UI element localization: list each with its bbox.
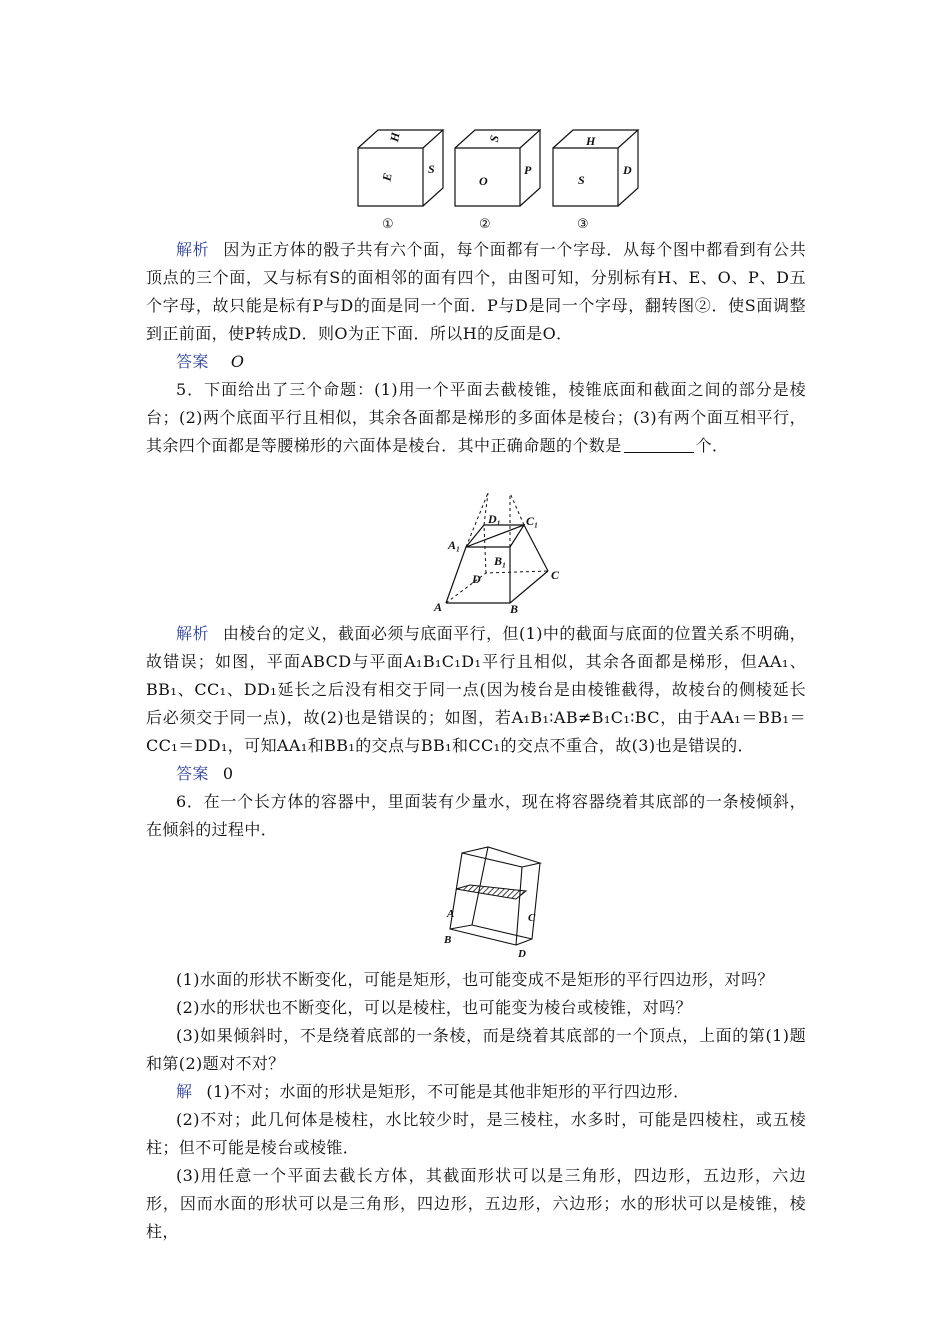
q5-question-text: 5．下面给出了三个命题：(1)用一个平面去截棱锥，棱锥底面和截面之间的部分是棱台；(2)两个底面平行且相似，其余各面都是梯形的多面体是棱台；(3)有两个面互相平行，其余四个面都是等腰梯形的六面体是棱台．其中正确命题的个数是 xyxy=(146,380,806,455)
cube-3-front-letter: S xyxy=(578,173,585,187)
q6-question xyxy=(146,788,806,844)
q4-analysis-label: 解析 xyxy=(176,240,210,259)
frustum-label-b: B xyxy=(510,602,519,616)
q4-analysis-text: 因为正方体的骰子共有六个面，每个面都有一个字母．从每个图中都看到有公共顶点的三个面，又与标有S的面相邻的面有四个，由图可知，分别标有H、E、O、P、D五个字母，故只能是标有P与D的面是同一个面．P与D是同一个字母，翻转图②．使S面调整到正前面，使P转成D．则O为正下面．所以H的反面是O． xyxy=(146,240,806,343)
frustum-label-c: C xyxy=(551,568,560,582)
cube-1-top-letter: H xyxy=(387,131,403,143)
q5-analysis-text: 由棱台的定义，截面必须与底面平行，但(1)中的截面与底面的位置关系不明确，故错误；如图，平面ABCD与平面A₁B₁C₁D₁平行且相似，其余各面都是梯形，但AA₁、BB₁、CC₁、DD₁延长之后没有相交于同一点(因为棱台是由棱锥截得，故棱台的侧棱延长后必须交于同一点)，故(2)也是错误的；如图，若A₁B₁∶AB≠B₁C₁∶BC，由于AA₁＝BB₁＝CC₁＝DD₁，可知AA₁和BB₁的交点与BB₁和CC₁的交点不重合，故(3)也是错误的． xyxy=(146,624,806,755)
frustum-label-d: D xyxy=(472,572,481,586)
cube-2-front-letter: O xyxy=(479,174,488,188)
q5-answer-value: 0 xyxy=(222,764,234,783)
container-label-b: B xyxy=(444,934,452,946)
q5-question-suffix: 个． xyxy=(695,436,729,455)
frustum-figure xyxy=(430,485,570,615)
q4-analysis xyxy=(146,236,806,348)
q5-question xyxy=(146,376,806,460)
q6-solution-3: (3)用任意一个平面去截长方体，其截面形状可以是三角形，四边形，五边形，六边形，因而水面的形状可以是三角形，四边形，五边形，六边形；水的形状可以是棱锥，棱柱， xyxy=(146,1166,806,1241)
q5-answer-blank xyxy=(624,436,694,453)
q6-sub2: (2)水的形状也不断变化，可以是棱柱，也可能变为棱台或棱锥，对吗？ xyxy=(176,998,692,1017)
q4-answer xyxy=(146,348,806,376)
q6-solution-2: (2)不对；此几何体是棱柱，水比较少时，是三棱柱，水多时，可能是四棱柱，或五棱柱；但不可能是棱台或棱锥． xyxy=(146,1110,806,1157)
frustum-label-c1: C₁ xyxy=(526,514,539,528)
q5-answer xyxy=(146,760,806,788)
frustum-label-d1: D₁ xyxy=(488,512,501,526)
q6-solution-1 xyxy=(146,1078,806,1106)
q6-solution-label: 解 xyxy=(176,1082,193,1101)
cube-1-right-letter: S xyxy=(428,162,435,176)
cube-3-caption: ③ xyxy=(577,217,589,232)
q4-answer-value: O xyxy=(230,352,245,371)
cube-2-caption: ② xyxy=(479,217,491,232)
q5-analysis-label: 解析 xyxy=(176,624,209,643)
water-surface xyxy=(456,885,526,899)
q6-question-text: 6．在一个长方体的容器中，里面装有少量水，现在将容器绕着其底部的一条棱倾斜，在倾斜的过程中． xyxy=(146,792,806,839)
tilted-container-figure xyxy=(440,845,550,960)
dice-cubes-figure xyxy=(350,124,650,234)
cube-3-right-letter: D xyxy=(623,163,632,177)
q6-sub3: (3)如果倾斜时，不是绕着底部的一条棱，而是绕着其底部的一个顶点，上面的第(1)题和第(2)题对不对？ xyxy=(146,1026,806,1073)
q4-answer-label: 答案 xyxy=(176,352,209,371)
frustum-label-a: A xyxy=(434,600,443,614)
container-label-a: A xyxy=(447,908,455,920)
cube-1-caption: ① xyxy=(382,217,394,232)
cube-2-right-letter: P xyxy=(524,163,532,177)
q6-sub1: (1)水面的形状不断变化，可能是矩形，也可能变成不是矩形的平行四边形，对吗？ xyxy=(176,970,774,989)
cube-3-top-letter: H xyxy=(586,134,596,148)
cube-2-top-letter: S xyxy=(486,134,502,144)
q5-analysis xyxy=(146,620,806,760)
container-label-c: C xyxy=(528,912,536,924)
cube-1-front-letter: E xyxy=(379,171,395,183)
container-label-d: D xyxy=(518,948,526,960)
q6-sol1-text: (1)不对；水面的形状是矩形，不可能是其他非矩形的平行四边形． xyxy=(206,1082,690,1101)
frustum-label-b1: B₁ xyxy=(494,554,507,568)
q5-answer-label: 答案 xyxy=(176,764,209,783)
frustum-label-a1: A₁ xyxy=(448,538,461,552)
